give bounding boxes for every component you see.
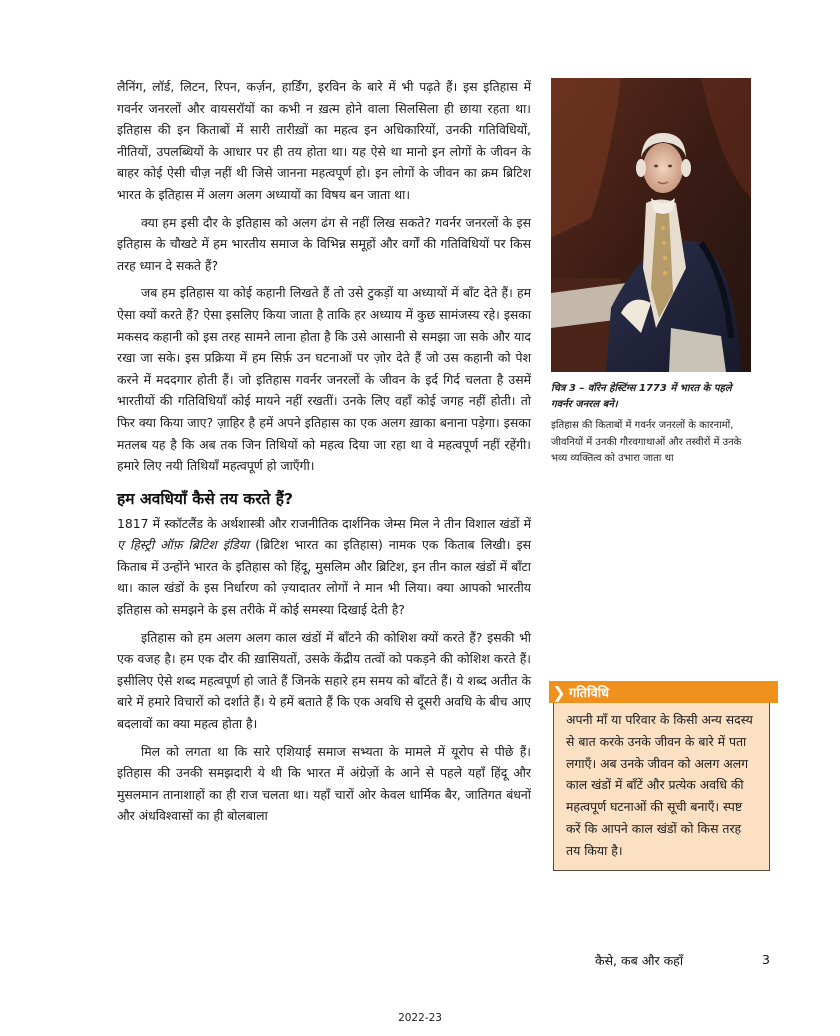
footer-chapter-title: कैसे, कब और कहाँ xyxy=(595,953,684,968)
activity-header xyxy=(549,681,778,703)
edition-year: 2022-23 xyxy=(398,1012,442,1024)
page-number: 3 xyxy=(762,952,770,967)
paragraph-james-mill xyxy=(117,513,531,621)
chevron-right-icon: ❯ xyxy=(552,682,566,702)
paragraph-mill-views: मिल को लगता था कि सारे एशियाई समाज सभ्यता के मामले में यूरोप से पीछे हैं। इतिहास की उनकी समझदारी ये थी कि भारत में अंग्रेज़ों के आने से पहले यहाँ हिंदू और मुसलमान तानाशाहों का ही राज चलता था। यहाँ चारों ओर केवल धार्मिक बैर, जातिगत बंधनों और अंधविश्वासों का ही बोलबाला xyxy=(117,743,531,824)
book-title: ए हिस्ट्री ऑफ़ ब्रिटिश इंडिया xyxy=(117,537,250,553)
activity-body: अपनी माँ या परिवार के किसी अन्य सदस्य से बात करके उनके जीवन के बारे में पता लगाएँ। अब उनके जीवन को अलग अलग काल खंडों में बाँटें और प्रत्येक अवधि की महत्वपूर्ण घटनाओं की सूची बनाएँ। स्पष्ट करें कि आपने काल खंडों को किस तरह तय किया है। xyxy=(553,703,770,871)
main-text-column xyxy=(117,76,531,833)
portrait-image xyxy=(551,78,751,372)
paragraph-chapters: जब हम इतिहास या कोई कहानी लिखते हैं तो उसे टुकड़ों या अध्यायों में बाँट देते हैं। हम ऐसा क्यों करते हैं? ऐसा इसलिए किया जाता है ताकि हर अध्याय में कुछ सामंजस्य रहे। इसका मकसद कहानी को इस तरह सामने लाना होता है कि उसे आसानी से समझा जा सके और याद रखा जा सके। इस प्रक्रिया में हम सिर्फ़ उन घटनाओं पर ज़ोर देते हैं जो उस कहानी को पेश करने में मददगार होती हैं। जो इतिहास गवर्नर जनरलों के जीवन के इर्द गिर्द चलता है उसमें भारतीयों की गतिविधियाँ कोई मायने नहीं रखतीं। उनके लिए वहाँ कोई जगह नहीं होती। तो फिर क्या किया जाए? ज़ाहिर है हमें अपने इतिहास का एक अलग ख़ाका बनाना पड़ेगा। इसका मतलब यह है कि अब तक जिन तिथियों को महत्व दिया जा रहा था वे महत्वपूर्ण नहीं रहेंगी। हमारे लिए नयी तिथियाँ महत्वपूर्ण हो जाएँगी। xyxy=(117,285,531,474)
activity-panel xyxy=(549,681,778,871)
figure-side-note: इतिहास की किताबों में गवर्नर जनरलों के कारनामों, जीवनियों में उनकी गौरवगाथाओं और तस्वीरों में उनके भव्य व्यक्तित्व को उभारा जाता था xyxy=(551,420,742,464)
paragraph-governor-generals: लैनिंग, लॉर्ड, लिटन, रिपन, कर्ज़न, हार्डिंग, इरविन के बारे में भी पढ़ते हैं। इस इतिहास में गवर्नर जनरलों और वायसरॉयों का कभी न ख़त्म होने वाला सिलसिला ही छाया रहता था। इतिहास की इन किताबों में सारी तारीख़ों का महत्व इन अधिकारियों, उनकी गतिविधियों, नीतियों, उपलब्धियों के आधार पर ही तय होता था। यह ऐसे था मानो इन लोगों के जीवन के बाहर कोई ऐसी चीज़ नहीं थी जिसे जानना महत्वपूर्ण हो। इन लोगों के जीवन का क्रम ब्रिटिश भारत के इतिहास में अलग अलग अध्यायों का विषय बन जाता था। xyxy=(117,79,531,202)
paragraph-periodisation: इतिहास को हम अलग अलग काल खंडों में बाँटने की कोशिश क्यों करते हैं? इसकी भी एक वजह है। हम एक दौर की ख़ासियतों, उसके केंद्रीय तत्वों को पकड़ने की कोशिश करते हैं। इसीलिए ऐसे शब्द महत्वपूर्ण हो जाते हैं जिनके सहारे हम समय को बाँटते हैं। ये शब्द अतीत के बारे में हमारे विचारों को दर्शाते हैं। ये हमें बताते हैं कि एक अवधि से दूसरी अवधि के बीच आए बदलावों का क्या महत्व होता है। xyxy=(117,629,531,732)
paragraph-james-mill-start: 1817 में स्कॉटलैंड के अर्थशास्त्री और राजनीतिक दार्शनिक जेम्स मिल ने तीन विशाल खंडों में xyxy=(117,515,531,531)
paragraph-james-mill-end: (ब्रिटिश भारत का इतिहास) नामक एक किताब लिखी। इस किताब में उन्होंने भारत के इतिहास को हिंदू, मुसलिम और ब्रिटिश, इन तीन काल खंडों में बाँटा था। काल खंडों के इस निर्धारण को ज़्यादातर लोगों ने मान भी लिया। क्या आपको भारतीय इतिहास को समझने के इस तरीके में कोई समस्या दिखाई देती है? xyxy=(117,537,531,618)
paragraph-alternative-history: क्या हम इसी दौर के इतिहास को अलग ढंग से नहीं लिख सकते? गवर्नर जनरलों के इस इतिहास के चौखटे में हम भारतीय समाज के विभिन्न समूहों और वर्गों की गतिविधियों पर किस तरह ध्यान दे सकते हैं? xyxy=(117,214,531,273)
figure-caption: चित्र 3 – वॉरेन हेस्टिंग्स 1773 में भारत के पहले गवर्नर जनरल बने। xyxy=(551,383,732,410)
section-heading: हम अवधियाँ कैसे तय करते हैं? xyxy=(117,489,293,508)
activity-title: गतिविधि xyxy=(569,686,610,701)
